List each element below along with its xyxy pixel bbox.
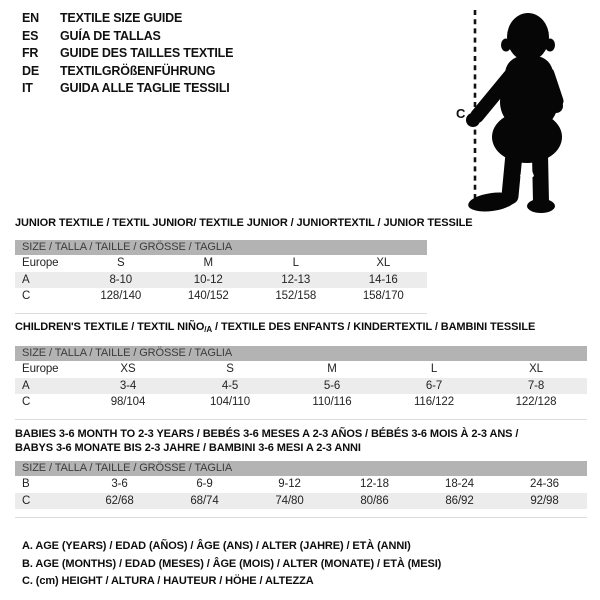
language-title: GUÍA DE TALLAS xyxy=(60,28,161,43)
table-row xyxy=(15,255,427,272)
size-cell: XS xyxy=(120,363,136,376)
size-cell: M xyxy=(203,257,213,270)
height-cell: 86/92 xyxy=(445,494,474,507)
language-title: GUIDE DES TAILLES TEXTILE xyxy=(60,46,234,61)
height-measure-label: C xyxy=(456,106,466,121)
size-cell: S xyxy=(226,363,234,376)
height-cell: 110/116 xyxy=(312,396,352,409)
babies-textile-section xyxy=(15,427,587,518)
age-cell: 14-16 xyxy=(368,273,398,286)
height-cell: 62/68 xyxy=(105,494,134,507)
language-row xyxy=(22,10,233,28)
height-cell: 140/152 xyxy=(187,290,229,303)
row-label: Europe xyxy=(22,257,59,270)
language-code: EN xyxy=(22,11,39,25)
table-title xyxy=(15,321,587,336)
row-label: C xyxy=(22,494,31,507)
height-cell: 116/122 xyxy=(413,396,455,409)
table-row xyxy=(15,288,427,305)
toddler-silhouette-icon xyxy=(450,4,600,216)
row-label: C xyxy=(22,396,31,409)
legend-line-a: A. AGE (YEARS) / EDAD (AÑOS) / ÂGE (ANS) / ALTER (JAHRE) / ETÀ (ANNI) xyxy=(22,540,411,552)
age-cell: 3-4 xyxy=(119,379,137,392)
row-label: A xyxy=(22,273,30,286)
height-cell: 158/170 xyxy=(362,290,404,303)
language-title: GUIDA ALLE TAGLIE TESSILI xyxy=(60,81,230,96)
language-row xyxy=(22,45,233,63)
height-cell: 80/86 xyxy=(360,494,389,507)
age-cell: 9-12 xyxy=(278,478,301,491)
table-row xyxy=(15,361,587,378)
size-cell: XL xyxy=(529,363,543,376)
language-title: TEXTILE SIZE GUIDE xyxy=(60,11,183,25)
height-cell: 128/140 xyxy=(100,290,142,303)
size-header-band: SIZE / TALLA / TAILLE / GRÖSSE / TAGLIA xyxy=(15,461,587,476)
language-code: IT xyxy=(22,81,33,96)
height-cell: 74/80 xyxy=(275,494,304,507)
size-cell: XL xyxy=(376,257,391,270)
age-cell: 7-8 xyxy=(527,379,545,392)
table-title-text: CHILDREN'S TEXTILE / TEXTIL NIÑO xyxy=(15,321,205,333)
childrens-textile-section xyxy=(15,321,587,420)
size-cell: M xyxy=(327,363,337,376)
age-cell: 6-7 xyxy=(425,379,443,392)
row-label: B xyxy=(22,478,30,491)
table-title-subscript: /A xyxy=(204,325,213,334)
age-cell: 24-36 xyxy=(530,478,559,491)
size-cell: L xyxy=(292,257,299,270)
table-title-line1: BABIES 3-6 MONTH TO 2-3 YEARS / BEBÉS 3-6 MESES A 2-3 AÑOS / BÉBÉS 3-6 MOIS À 2-3 ANS / xyxy=(15,428,519,440)
table-divider xyxy=(15,517,587,518)
language-row xyxy=(22,63,233,81)
size-header-band: SIZE / TALLA / TAILLE / GRÖSSE / TAGLIA xyxy=(15,346,587,361)
table-row xyxy=(15,476,587,493)
language-title: TEXTILGRÖßENFÜHRUNG xyxy=(60,63,216,78)
toddler-figure xyxy=(450,4,600,216)
age-cell: 18-24 xyxy=(445,478,474,491)
table-divider xyxy=(15,419,587,420)
table-title: JUNIOR TEXTILE / TEXTIL JUNIOR/ TEXTILE JUNIOR / JUNIORTEXTIL / JUNIOR TESSILE xyxy=(15,217,473,229)
age-cell: 6-9 xyxy=(196,478,213,491)
age-cell: 10-12 xyxy=(193,273,223,286)
age-cell: 12-13 xyxy=(281,273,311,286)
table-title-text: / TEXTILE DES ENFANTS / KINDERTEXTIL / BAMBINI TESSILE xyxy=(212,321,536,333)
row-label: Europe xyxy=(22,363,59,376)
language-code: FR xyxy=(22,46,39,61)
language-row xyxy=(22,28,233,46)
language-code: ES xyxy=(22,28,39,43)
table-title-line2: BABYS 3-6 MONATE BIS 2-3 JAHRE / BAMBINI 3-6 MESI A 2-3 ANNI xyxy=(15,442,361,454)
height-cell: 122/128 xyxy=(515,396,557,409)
table-title xyxy=(15,427,587,455)
height-cell: 68/74 xyxy=(190,494,219,507)
age-cell: 8-10 xyxy=(109,273,133,286)
legend-line-c: C. (cm) HEIGHT / ALTURA / HAUTEUR / HÖHE / ALTEZZA xyxy=(22,575,314,587)
height-cell: 152/158 xyxy=(275,290,317,303)
language-code: DE xyxy=(22,63,39,78)
table-row xyxy=(15,394,587,411)
legend-footnotes xyxy=(22,538,441,591)
size-cell: L xyxy=(430,363,438,376)
language-row xyxy=(22,80,233,98)
age-cell: 4-5 xyxy=(221,379,239,392)
age-cell: 3-6 xyxy=(111,478,128,491)
junior-textile-section xyxy=(15,217,473,314)
height-cell: 98/104 xyxy=(110,396,146,409)
height-cell: 92/98 xyxy=(530,494,559,507)
row-label: C xyxy=(22,290,31,303)
height-cell: 104/110 xyxy=(209,396,251,409)
table-row xyxy=(15,493,587,510)
table-row xyxy=(15,272,427,289)
age-cell: 5-6 xyxy=(323,379,341,392)
size-cell: S xyxy=(116,257,125,270)
row-label: A xyxy=(22,379,30,392)
age-cell: 12-18 xyxy=(360,478,389,491)
legend-line-b: B. AGE (MONTHS) / EDAD (MESES) / ÂGE (MOIS) / ALTER (MONATE) / ETÀ (MESI) xyxy=(22,557,442,570)
size-header-band: SIZE / TALLA / TAILLE / GRÖSSE / TAGLIA xyxy=(15,240,427,255)
language-title-list xyxy=(22,10,233,98)
table-divider xyxy=(15,313,427,314)
table-row xyxy=(15,378,587,395)
